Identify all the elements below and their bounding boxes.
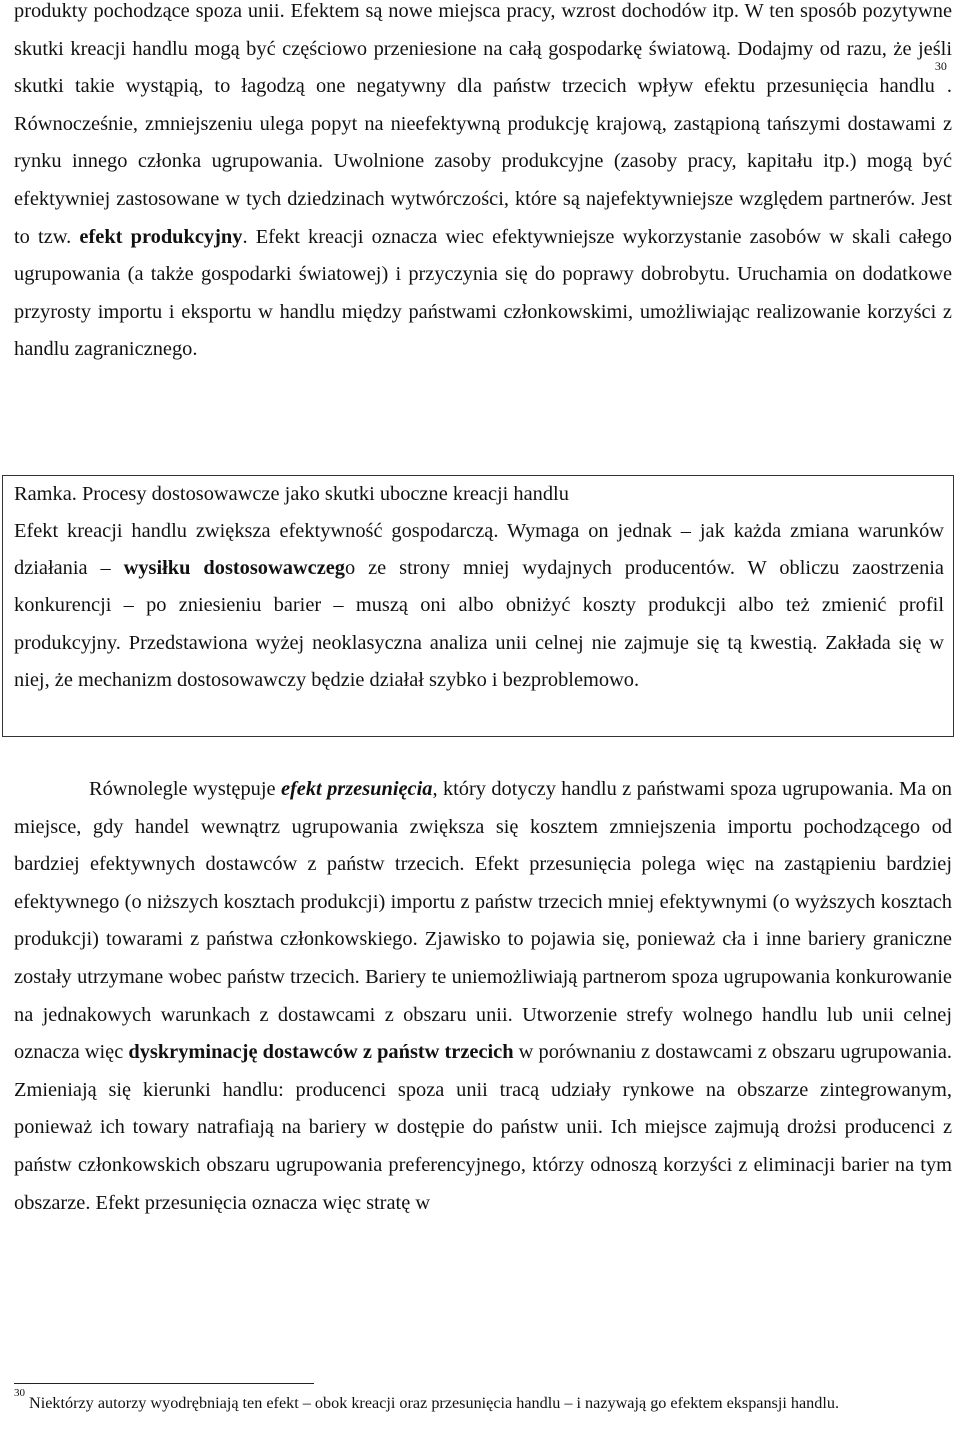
text-run: o ze strony mniej wydajnych producentów. W obliczu zaostrzenia konkurencji – po zniesieniu barier – muszą oni albo obniżyć koszty produkcji albo też zmienić profil produkcyjny. Przedstawiona wyżej neoklasyczna analiza unii celnej nie zajmuje się tą kwestią. Zakłada się w niej, że mechanizm dostosowawczy będzie działał szybko i bezproblemowo. — [14, 557, 944, 691]
emphasis-bold: efekt produkcyjny — [79, 225, 243, 248]
footnote-divider — [14, 1383, 314, 1384]
paragraph-trade-diversion — [14, 771, 952, 1222]
footnote — [14, 1387, 952, 1414]
text-run: . Równocześnie, zmniejszeniu ulega popyt na nieefektywną produkcję krajową, zastąpioną tańszymi dostawami z rynku innego członka ugrupowania. Uwolnione zasoby produkcyjne (zasoby pracy, kapitału itp.) mogą być efektywniej zastosowane w tych dziedzinach wytwórczości, które są najefektywniejsze względem partnerów. Jest to tzw. — [14, 75, 952, 248]
footnote-number: 30 — [14, 1387, 25, 1399]
footnote-ref[interactable]: 30 — [934, 59, 947, 74]
text-run: Równolegle występuje — [89, 778, 281, 800]
footnote-text: Niektórzy autorzy wyodrębniają ten efekt – obok kreacji oraz przesunięcia handlu – i nazywają go efektem ekspansji handlu. — [25, 1394, 840, 1412]
box-body — [14, 513, 944, 699]
text-run: , który dotyczy handlu z państwami spoza ugrupowania. Ma on miejsce, gdy handel wewnątrz ugrupowania zwiększa się kosztem zmniejszenia importu pochodzącego od bardziej efektywnych dostawców z państw trzecich. Efekt przesunięcia polega więc na zastąpieniu bardziej efektywnego (o niższych kosztach produkcji) importu z państw trzecich mniej efektywnymi (o wyższych kosztach produkcji) towarami z państwa członkowskiego. Zjawisko to pojawia się, ponieważ cła i inne bariery graniczne zostały utrzymane wobec państw trzecich. Bariery te uniemożliwiają partnerom spoza ugrupowania konkurowanie na jednakowych warunkach z dostawcami z obszaru unii. Utworzenie strefy wolnego handlu lub unii celnej oznacza więc — [14, 778, 952, 1064]
text-run: Efekt kreacji handlu zwiększa efektywność gospodarczą. Wymaga on jednak – jak każda zmiana warunków działania – — [14, 520, 944, 580]
paragraph-production-effect — [14, 0, 952, 369]
box-title: Ramka. Procesy dostosowawcze jako skutki uboczne kreacji handlu — [14, 483, 569, 505]
emphasis-bold-italic: efekt przesunięcia — [280, 778, 433, 800]
text-run: w porównaniu z dostawcami z obszaru ugrupowania. Zmieniają się kierunki handlu: producenci spoza unii tracą udziały rynkowe na obszarze zintegrowanym, ponieważ ich towary natrafiają na bariery w dostępie do państw unii. Ich miejsce zajmują drożsi producenci z państw członkowskich obszaru ugrupowania preferencyjnego, którzy odnoszą korzyści z eliminacji barier na tym obszarze. Efekt przesunięcia oznacza więc stratę w — [14, 1041, 952, 1214]
text-run: . Efekt kreacji oznacza wiec efektywniejsze wykorzystanie zasobów w skali całego ugrupowania (a także gospodarki światowej) i przyczynia się do poprawy dobrobytu. Uruchamia on dodatkowe przyrosty importu i eksportu w handlu między państwami członkowskimi, umożliwiając realizowanie korzyści z handlu zagranicznego. — [14, 225, 952, 361]
emphasis-bold: wysiłku dostosowawczeg — [123, 557, 345, 580]
text-run: produkty pochodzące spoza unii. Efektem są nowe miejsca pracy, wzrost dochodów itp. W ten sposób pozytywne skutki kreacji handlu mogą być częściowo przeniesione na całą gospodarkę światową. Dodajmy od razu, że jeśli skutki takie wystąpią, to łagodzą one negatywny dla państw trzecich wpływ efektu przesunięcia handlu — [14, 0, 952, 98]
emphasis-bold: dyskryminację dostawców z państw trzecich — [128, 1041, 514, 1064]
